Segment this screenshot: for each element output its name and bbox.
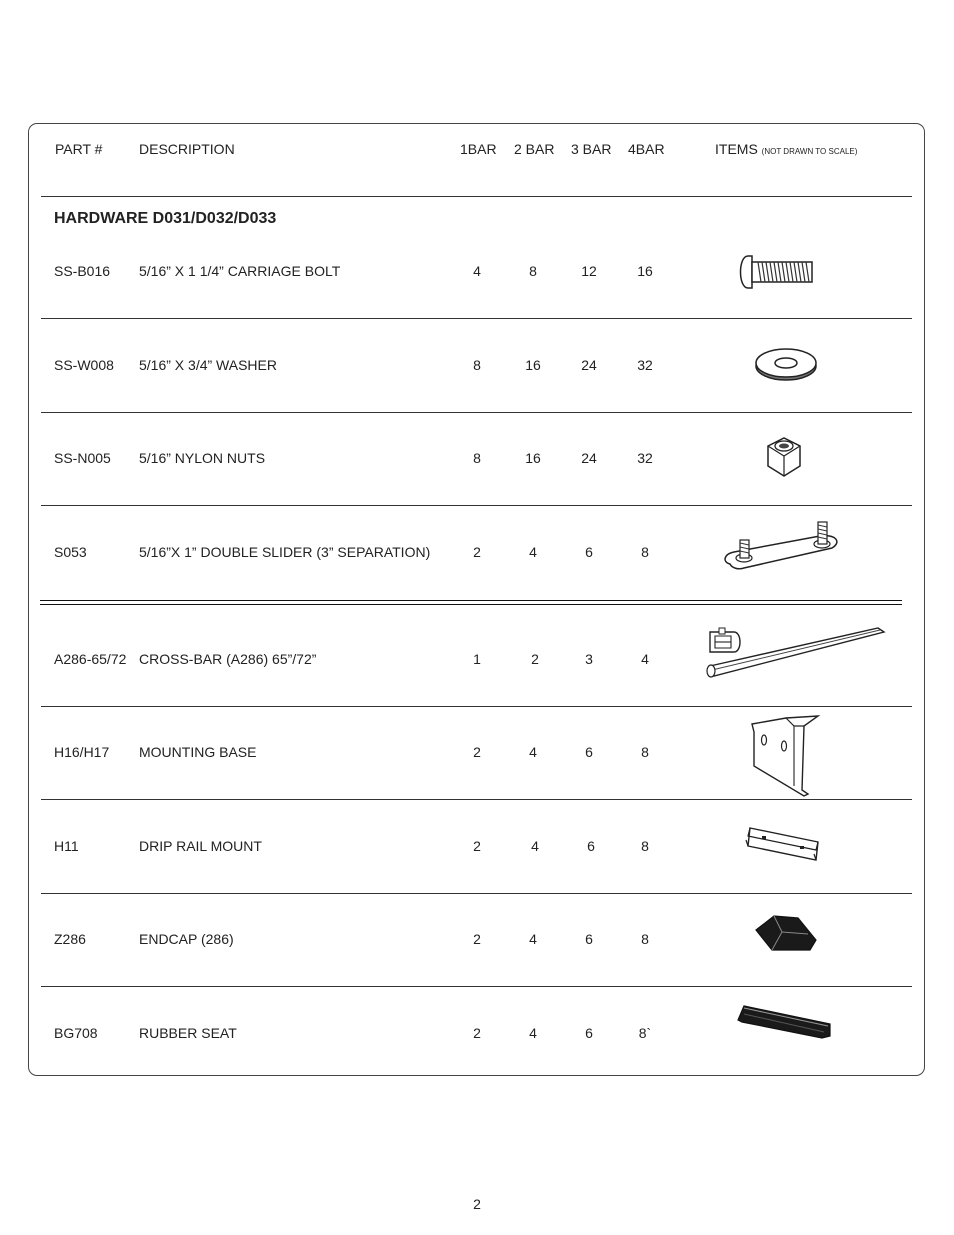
double-slider-icon	[720, 514, 844, 576]
row-qty-4bar: 8	[641, 744, 649, 760]
section-double-divider-bottom	[40, 604, 902, 605]
row-qty-3bar: 6	[587, 838, 595, 854]
row-qty-4bar: 16	[637, 263, 653, 279]
section-title: HARDWARE D031/D032/D033	[54, 210, 277, 227]
row-part: SS-B016	[54, 263, 111, 279]
carriage-bolt-icon	[736, 250, 816, 294]
row-qty-4bar: 8	[641, 931, 649, 947]
header-1bar: 1BAR	[460, 141, 497, 157]
header-items	[715, 142, 857, 156]
rubber-seat-icon	[734, 1000, 836, 1044]
row-description: DRIP RAIL MOUNT	[139, 838, 262, 854]
row-qty-3bar: 24	[581, 357, 597, 373]
header-description: DESCRIPTION	[139, 141, 235, 157]
nylon-nut-icon	[760, 434, 810, 480]
row-qty-4bar: 32	[637, 450, 653, 466]
row-description: 5/16” NYLON NUTS	[139, 450, 266, 466]
header-3bar: 3 BAR	[571, 141, 612, 157]
row-qty-1bar: 8	[473, 450, 481, 466]
section-double-divider-top	[40, 600, 902, 601]
row-description: 5/16”X 1” DOUBLE SLIDER (3” SEPARATION)	[139, 544, 431, 560]
row-part: Z286	[54, 931, 86, 947]
row-qty-2bar: 2	[531, 651, 539, 667]
row-part: H11	[54, 838, 79, 854]
row-part: SS-W008	[54, 357, 114, 373]
row-qty-1bar: 2	[473, 931, 481, 947]
row-qty-4bar: 8	[641, 544, 649, 560]
row-description: MOUNTING BASE	[139, 744, 257, 760]
row-divider	[41, 412, 912, 413]
row-part: BG708	[54, 1025, 98, 1041]
row-description: 5/16” X 3/4” WASHER	[139, 357, 277, 373]
row-divider	[41, 706, 912, 707]
header-items-label: ITEMS	[715, 141, 758, 157]
header-4bar: 4BAR	[628, 141, 665, 157]
row-divider	[41, 986, 912, 987]
row-qty-1bar: 2	[473, 544, 481, 560]
header-part: PART #	[55, 141, 103, 157]
header-divider	[41, 196, 912, 197]
page-number: 2	[473, 1196, 481, 1212]
row-qty-2bar: 16	[525, 357, 541, 373]
row-part: SS-N005	[54, 450, 111, 466]
row-part: S053	[54, 544, 87, 560]
row-qty-3bar: 6	[585, 744, 593, 760]
row-qty-3bar: 12	[581, 263, 597, 279]
row-qty-3bar: 24	[581, 450, 597, 466]
row-qty-2bar: 4	[531, 838, 539, 854]
row-qty-1bar: 4	[473, 263, 481, 279]
row-qty-2bar: 4	[529, 544, 537, 560]
row-qty-2bar: 4	[529, 1025, 537, 1041]
row-qty-4bar: 4	[641, 651, 649, 667]
mounting-base-icon	[746, 712, 824, 800]
row-qty-2bar: 4	[529, 931, 537, 947]
row-divider	[41, 505, 912, 506]
row-qty-1bar: 1	[473, 651, 481, 667]
row-qty-3bar: 6	[585, 1025, 593, 1041]
cross-bar-icon	[700, 620, 890, 686]
header-items-note: (NOT DRAWN TO SCALE)	[761, 147, 858, 156]
drip-rail-mount-icon	[742, 822, 824, 868]
row-qty-1bar: 2	[473, 1025, 481, 1041]
endcap-icon	[752, 910, 820, 954]
row-divider	[41, 893, 912, 894]
row-qty-3bar: 6	[585, 931, 593, 947]
washer-icon	[752, 344, 822, 384]
row-qty-4bar: 8	[641, 838, 649, 854]
row-description: RUBBER SEAT	[139, 1025, 237, 1041]
row-description: 5/16” X 1 1/4” CARRIAGE BOLT	[139, 263, 341, 279]
row-part: H16/H17	[54, 744, 110, 760]
row-qty-4bar: 8`	[638, 1025, 652, 1041]
row-qty-3bar: 6	[585, 544, 593, 560]
row-part: A286-65/72	[54, 651, 127, 667]
row-qty-1bar: 8	[473, 357, 481, 373]
row-qty-1bar: 2	[473, 838, 481, 854]
header-2bar: 2 BAR	[514, 141, 555, 157]
row-divider	[41, 318, 912, 319]
row-qty-2bar: 16	[525, 450, 541, 466]
row-description: ENDCAP (286)	[139, 931, 234, 947]
row-qty-2bar: 4	[529, 744, 537, 760]
row-qty-4bar: 32	[637, 357, 653, 373]
row-qty-2bar: 8	[529, 263, 537, 279]
row-qty-3bar: 3	[585, 651, 593, 667]
row-description: CROSS-BAR (A286) 65”/72”	[139, 651, 317, 667]
row-qty-1bar: 2	[473, 744, 481, 760]
